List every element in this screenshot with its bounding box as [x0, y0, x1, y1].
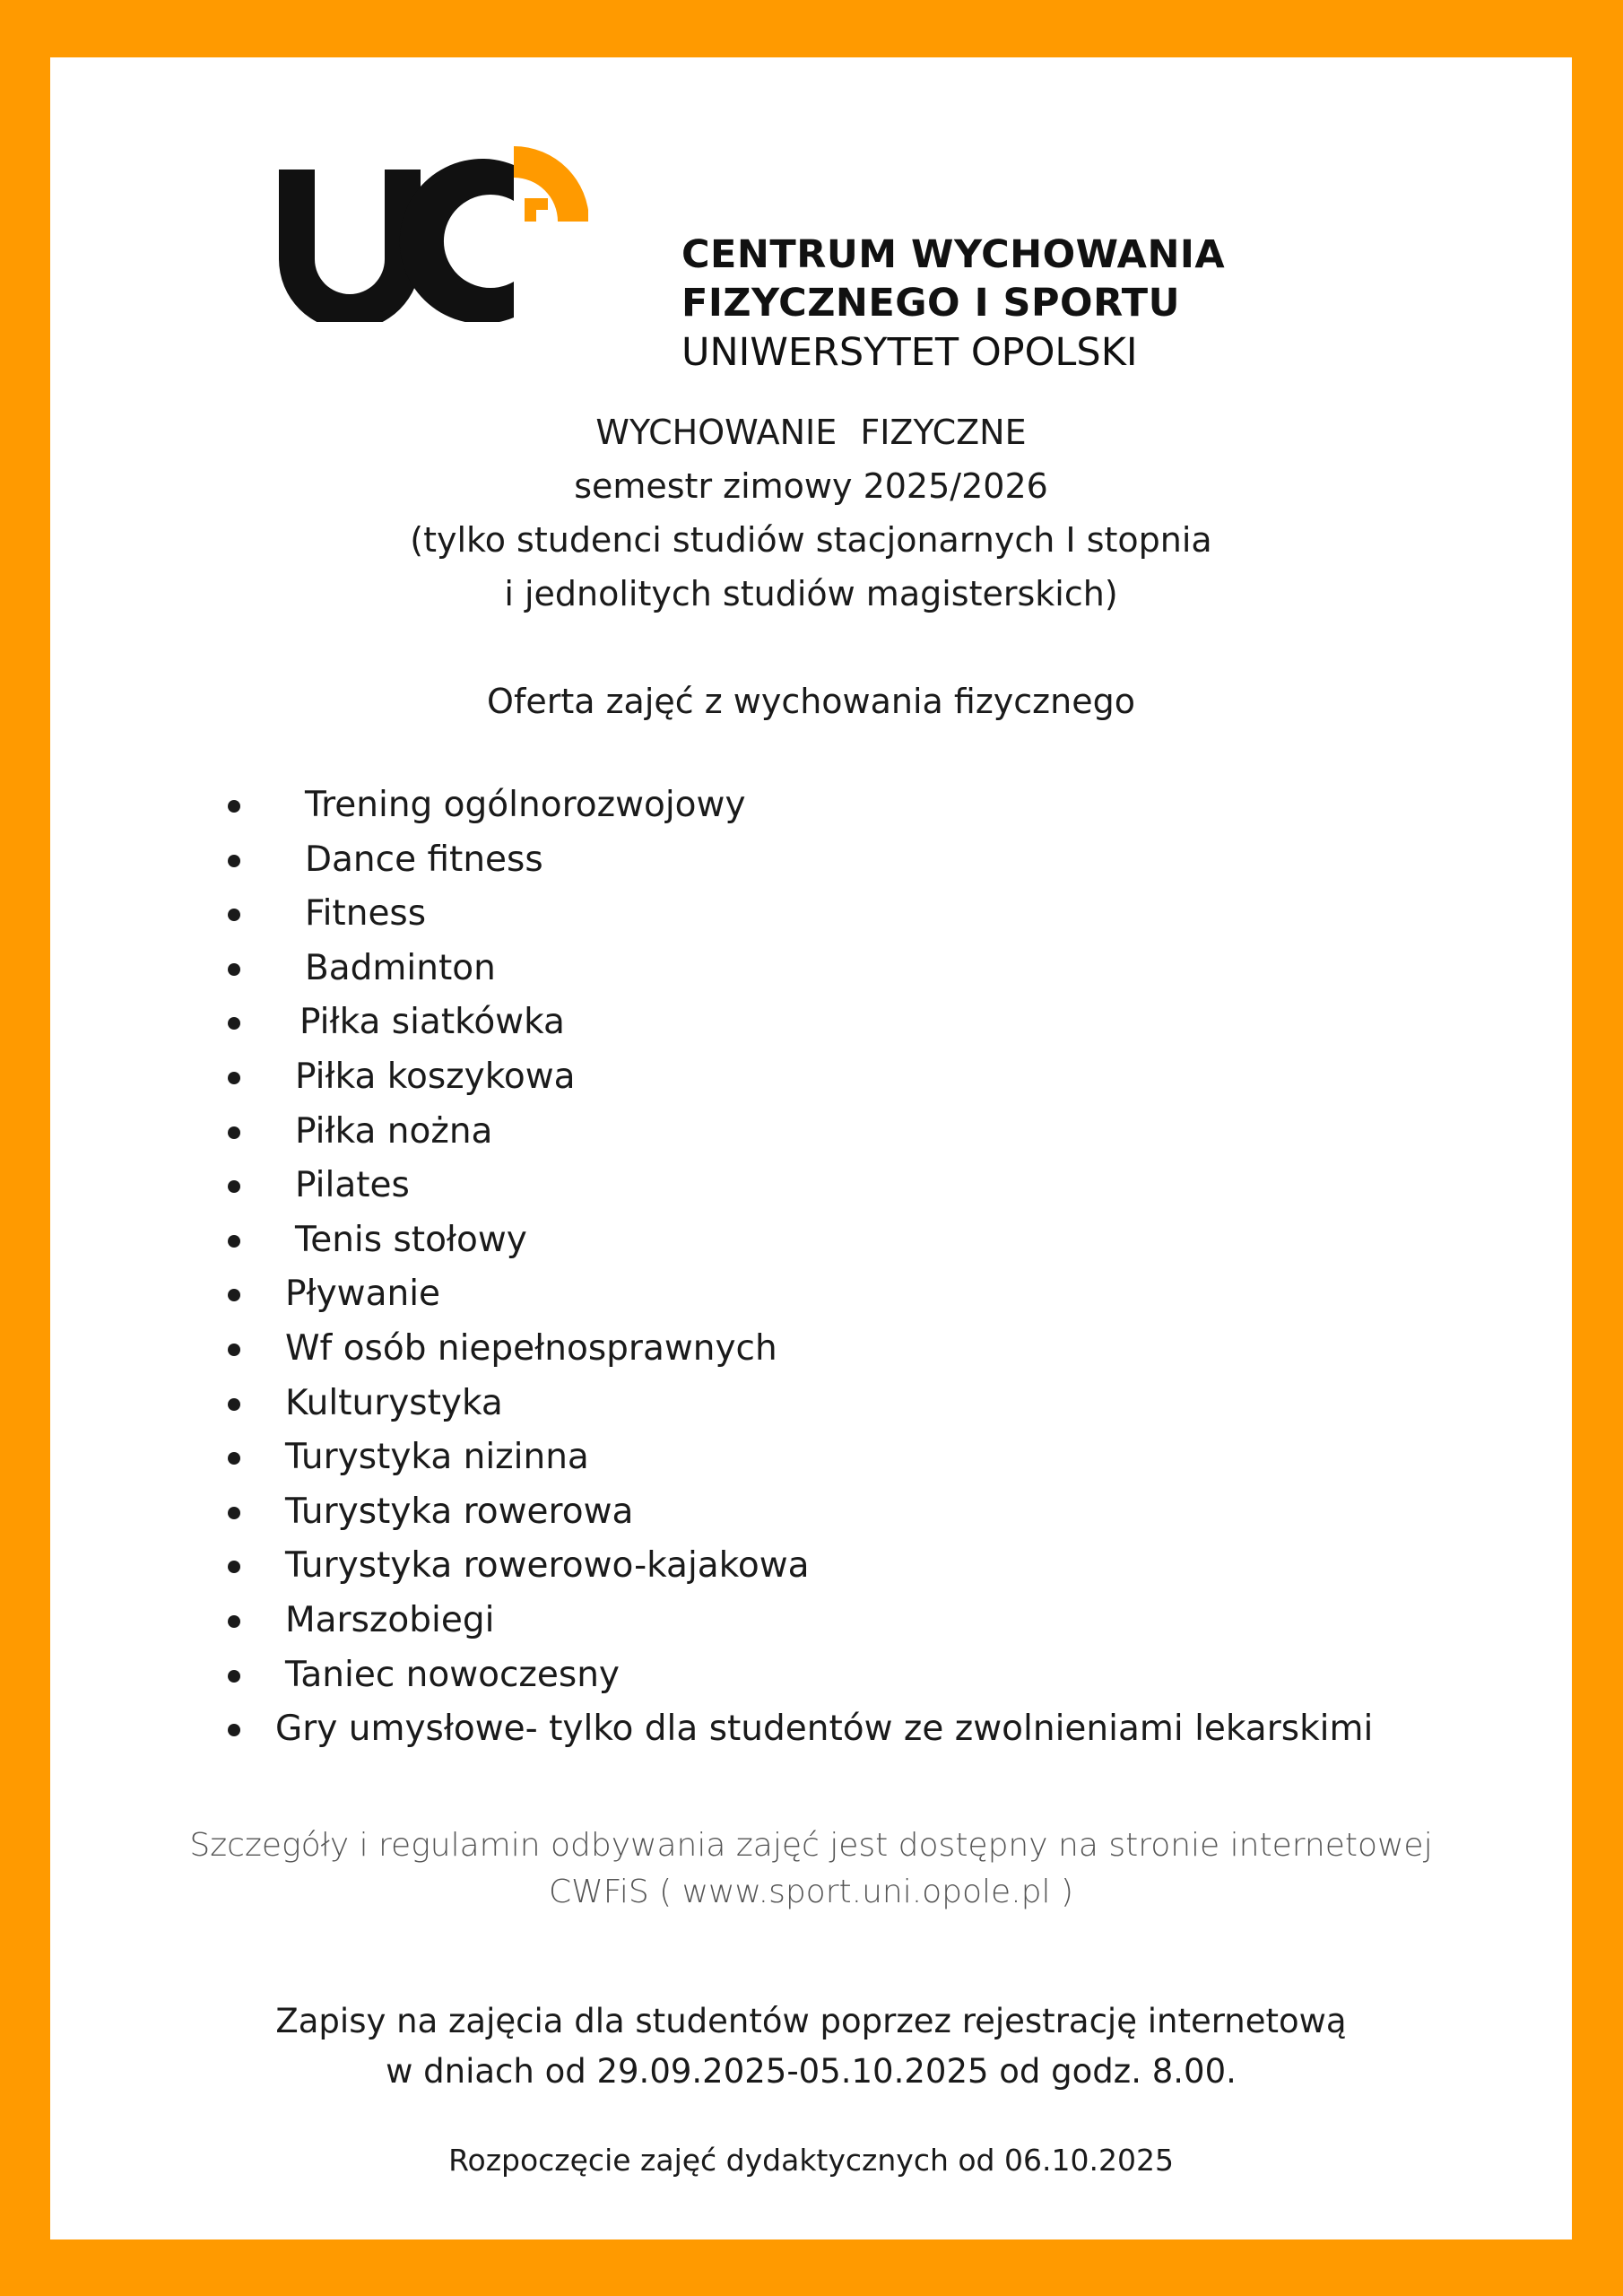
list-item: [50, 887, 1572, 942]
list-item: [50, 1377, 1572, 1431]
activity-label: Gry umysłowe- tylko dla studentów ze zwolnieniami lekarskimi: [275, 1709, 1374, 1750]
activity-label: Taniec nowoczesny: [285, 1654, 621, 1695]
bullet-icon: [228, 1452, 240, 1465]
activity-label: Badminton: [305, 947, 496, 988]
bullet-icon: [228, 1344, 240, 1356]
activity-label: Trening ogólnorozwojowy: [305, 785, 746, 825]
audience-line-1: (tylko studenci studiów stacjonarnych I stopnia: [410, 520, 1212, 560]
uo-logo-mark-icon: [279, 143, 588, 322]
bullet-icon: [228, 1724, 240, 1736]
list-item: [50, 1105, 1572, 1160]
bullet-icon: [228, 1561, 240, 1573]
signup-line-1: Zapisy na zajęcia dla studentów poprzez rejestrację internetową: [275, 2002, 1347, 2040]
activity-label: Tenis stołowy: [295, 1219, 527, 1260]
list-item: [50, 1594, 1572, 1648]
bullet-icon: [228, 1615, 240, 1628]
list-item: [50, 1322, 1572, 1377]
page-title: WYCHOWANIE FIZYCZNE: [595, 413, 1027, 452]
activity-label: Wf osób niepełnosprawnych: [285, 1327, 777, 1369]
details-line-2: CWFiS ( www.sport.uni.opole.pl ): [549, 1874, 1073, 1910]
activity-label: Pilates: [295, 1165, 410, 1206]
activity-label: Fitness: [305, 893, 427, 935]
list-item: [50, 942, 1572, 996]
list-item: [50, 1431, 1572, 1485]
bullet-icon: [228, 1235, 240, 1248]
bullet-icon: [228, 909, 240, 921]
activity-label: Turystyka rowerowa: [285, 1491, 634, 1532]
list-item: [50, 1485, 1572, 1540]
offer-heading: Oferta zajęć z wychowania fizycznego: [487, 682, 1135, 721]
bullet-icon: [228, 1072, 240, 1084]
logo-line-2: FIZYCZNEGO I SPORTU: [681, 281, 1181, 326]
activity-label: Kulturystyka: [285, 1382, 503, 1423]
classes-start-date: Rozpoczęcie zajęć dydaktycznych od 06.10.2025: [448, 2143, 1174, 2178]
list-item: [50, 1648, 1572, 1703]
list-item: [50, 833, 1572, 888]
bullet-icon: [228, 855, 240, 867]
list-item: [50, 1050, 1572, 1105]
bullet-icon: [228, 1180, 240, 1193]
activity-label: Turystyka rowerowo-kajakowa: [285, 1545, 810, 1587]
list-item: [50, 1539, 1572, 1594]
list-item: [50, 1159, 1572, 1213]
details-line-1: Szczegóły i regulamin odbywania zajęć jest dostępny na stronie internetowej: [189, 1827, 1433, 1864]
cwfis-logo: [279, 143, 1265, 375]
poster-sheet: [50, 57, 1572, 2239]
logo-line-1: CENTRUM WYCHOWANIA: [681, 232, 1226, 277]
bullet-icon: [228, 963, 240, 976]
bullet-icon: [228, 1126, 240, 1139]
activity-label: Piłka siatkówka: [299, 1002, 565, 1043]
activities-list: [50, 778, 1572, 1757]
activity-label: Turystyka nizinna: [285, 1437, 589, 1478]
list-item: [50, 778, 1572, 833]
activity-label: Piłka nożna: [295, 1110, 493, 1152]
bullet-icon: [228, 800, 240, 813]
bullet-icon: [228, 1670, 240, 1683]
bullet-icon: [228, 1017, 240, 1030]
logo-line-3: UNIWERSYTET OPOLSKI: [681, 330, 1138, 375]
list-item: [50, 1702, 1572, 1757]
list-item: [50, 1213, 1572, 1268]
activity-label: Pływanie: [285, 1274, 441, 1315]
bullet-icon: [228, 1289, 240, 1301]
activity-label: Piłka koszykowa: [295, 1056, 576, 1097]
list-item: [50, 1267, 1572, 1322]
activity-label: Marszobiegi: [285, 1599, 495, 1640]
logo-wordmark: [681, 230, 1309, 378]
bullet-icon: [228, 1507, 240, 1519]
bullet-icon: [228, 1398, 240, 1411]
audience-line-2: i jednolitych studiów magisterskich): [504, 574, 1118, 613]
list-item: [50, 996, 1572, 1050]
semester-label: semestr zimowy 2025/2026: [574, 466, 1048, 506]
signup-line-2: w dniach od 29.09.2025-05.10.2025 od godz. 8.00.: [386, 2052, 1237, 2091]
activity-label: Dance fitness: [305, 839, 543, 880]
